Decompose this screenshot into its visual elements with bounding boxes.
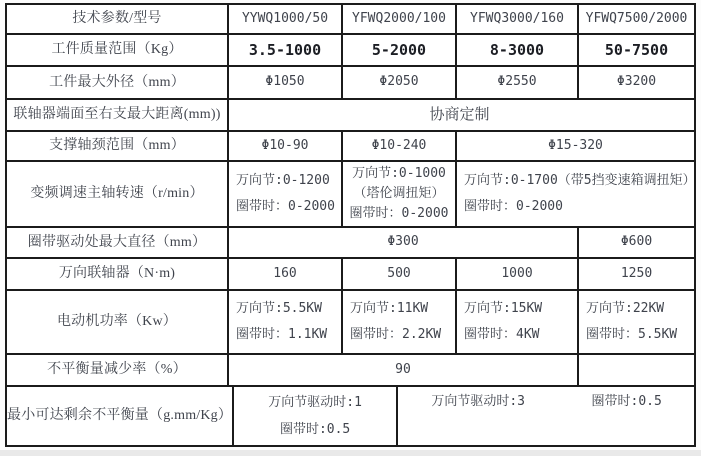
spec-line: 万向节:15KW	[464, 300, 543, 316]
spec-line: 万向节驱动时:3	[431, 394, 525, 409]
spec-line: 万向节驱动时:1	[268, 395, 362, 410]
spec-cell: 500	[341, 259, 455, 289]
spec-cell: 1250	[577, 259, 694, 289]
model-cell: YFWQ3000/160	[455, 5, 577, 33]
row-label: 联轴器端面至右支最大距离(mm))	[13, 107, 221, 123]
spec-cell: 5-2000	[341, 35, 455, 65]
spec-cell	[455, 291, 577, 353]
spec-line: 圈带时：0-2000	[464, 199, 563, 215]
row-label: 最小可达剩余不平衡量（g.mm/Kg）	[7, 408, 233, 424]
spec-line: 圈带时：1.1KW	[236, 326, 328, 342]
spec-cell: Φ2550	[455, 67, 577, 98]
spec-cell: 1000	[455, 259, 577, 289]
row-label: 工件最大外径（mm）	[49, 74, 185, 90]
spec-cell	[227, 162, 341, 226]
spec-cell-merged	[455, 162, 696, 226]
table-row-unbalance-reduction	[7, 353, 694, 385]
spec-cell-merged	[396, 387, 695, 445]
spec-line: 圈带时：0-2000	[349, 205, 449, 221]
model-cell: YYWQ1000/50	[227, 5, 341, 33]
model-cell: YFWQ2000/100	[341, 5, 455, 33]
spec-line: 圈带时:0.5	[279, 422, 351, 438]
spec-cell: Φ600	[577, 228, 694, 257]
model-cell: YFWQ7500/2000	[577, 5, 694, 33]
spec-cell	[341, 162, 455, 226]
table-row-journal-range	[7, 130, 694, 160]
spec-cell: Φ2050	[341, 67, 455, 98]
spec-cell: Φ10-90	[227, 132, 341, 160]
spec-line: 万向节:0-1000	[352, 165, 446, 181]
spec-cell	[227, 291, 341, 353]
page-bottom-edge	[0, 450, 701, 456]
spec-line: 万向节:22KW	[586, 300, 665, 316]
table-row-motor-power	[7, 289, 694, 353]
table-row-spindle-speed	[7, 160, 694, 226]
spec-line: 万向节:0-1700（带5挡变速箱调扭矩）	[464, 172, 696, 188]
row-label: 变频调速主轴转速（r/min）	[30, 186, 204, 202]
row-label: 圈带驱动处最大直径（mm）	[27, 234, 207, 250]
spec-cell: 50-7500	[577, 35, 694, 65]
table-row-residual-unbalance	[7, 385, 694, 445]
spec-cell-empty	[577, 355, 694, 385]
row-label: 万向联轴器（N·m)	[58, 266, 176, 282]
spec-cell: Φ10-240	[341, 132, 455, 160]
spec-line: 万向节:5.5KW	[236, 300, 322, 316]
table-row-max-diameter	[7, 65, 694, 98]
table-row-universal-coupling	[7, 257, 694, 289]
spec-cell: 8-3000	[455, 35, 577, 65]
row-label: 不平衡量减少率（%）	[47, 362, 187, 378]
spec-line: 万向节:11KW	[350, 300, 429, 316]
spec-cell	[232, 387, 396, 445]
row-label: 电动机功率（Kw）	[56, 314, 178, 330]
spec-cell: Φ1050	[227, 67, 341, 98]
spec-line: 圈带时：4KW	[464, 326, 540, 342]
spec-table	[5, 3, 696, 447]
spec-cell	[577, 291, 694, 353]
row-label: 技术参数/型号	[72, 11, 162, 27]
spec-cell: 3.5-1000	[227, 35, 341, 65]
table-row-mass-range	[7, 33, 694, 65]
row-label: 工件质量范围（Kg）	[51, 42, 183, 58]
spec-cell	[341, 291, 455, 353]
spec-cell-merged: 协商定制	[227, 100, 690, 130]
spec-line: 圈带时：2.2KW	[350, 326, 442, 342]
spec-line: （塔伦调扭矩）	[353, 185, 445, 201]
spec-cell: Φ3200	[577, 67, 694, 98]
spec-cell-merged: 90	[227, 355, 577, 385]
spec-line: 圈带时：0-2000	[236, 199, 335, 215]
spec-line: 圈带时：5.5KW	[586, 326, 678, 342]
spec-cell-merged: Φ15-320	[455, 132, 694, 160]
spec-line: 万向节:0-1200	[236, 172, 330, 188]
spec-line: 圈带时:0.5	[591, 394, 662, 409]
row-label: 支撑轴颈范围（mm）	[49, 138, 185, 154]
spec-cell-merged: Φ300	[227, 228, 577, 257]
spec-cell: 160	[227, 259, 341, 289]
table-row-models	[7, 5, 694, 33]
table-row-coupling-distance	[7, 98, 694, 130]
table-row-belt-drive-diameter	[7, 226, 694, 257]
